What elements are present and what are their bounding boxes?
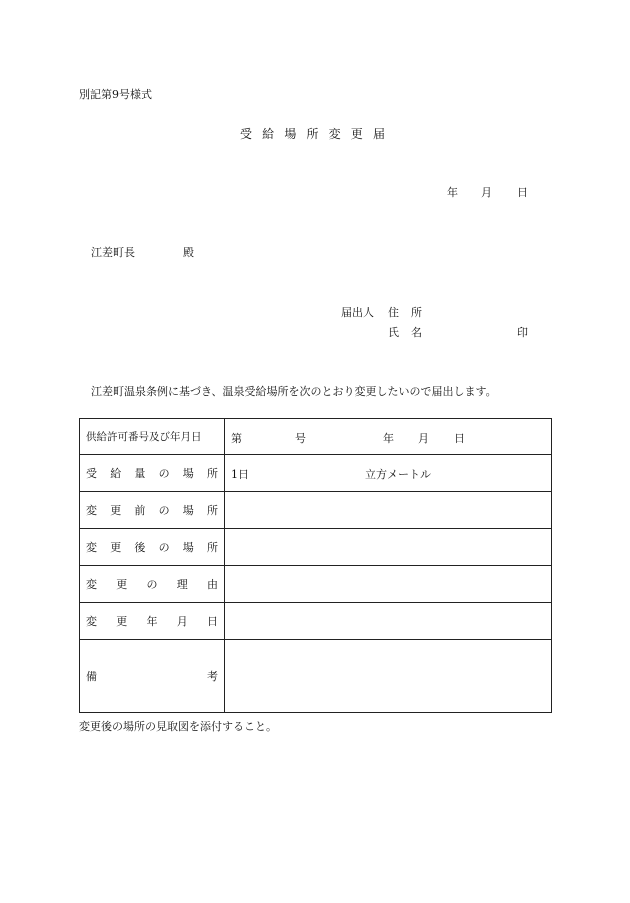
date-month: 月 [481, 186, 492, 199]
table-row [80, 455, 552, 492]
table-row [80, 529, 552, 566]
row-label-char: 日 [207, 615, 218, 628]
per-day-label: 1日 [231, 468, 249, 481]
row-label-supply-place [80, 455, 225, 492]
row-label-char: 場 [182, 467, 194, 480]
table-row [80, 603, 552, 640]
permit-month-label: 月 [418, 431, 429, 445]
row-label-char: 由 [207, 578, 218, 591]
row-label-char: 理 [176, 578, 188, 591]
row-label-char: 変 [86, 578, 97, 591]
place-after-field[interactable] [225, 529, 552, 566]
row-label-char: の [158, 541, 170, 554]
title-char: 届 [372, 127, 385, 141]
address-label-char: 所 [411, 306, 422, 319]
row-label-char: 変 [86, 615, 97, 628]
row-label-char: 給 [110, 467, 122, 480]
permit-number-field[interactable] [225, 419, 552, 455]
table-row [80, 640, 552, 713]
name-label-char: 名 [411, 326, 422, 339]
row-label-char: 月 [176, 615, 188, 628]
footnote: 変更後の場所の見取図を添付すること。 [79, 720, 277, 733]
row-label-reason [80, 566, 225, 603]
permit-year-label: 年 [383, 431, 394, 445]
row-label-char: 更 [110, 504, 122, 517]
row-label-char: 量 [134, 467, 146, 480]
date-day: 日 [517, 186, 528, 199]
row-label-char: 変 [86, 504, 97, 517]
name-label-char: 氏 [388, 326, 399, 339]
applicant-label: 届出人 [341, 306, 374, 319]
row-label-remarks [80, 640, 225, 713]
row-label-char: 更 [116, 578, 128, 591]
table-row [80, 419, 552, 455]
row-label-char: 後 [134, 541, 146, 554]
row-label-char: の [158, 467, 170, 480]
addressee-name: 江差町長 [91, 246, 135, 259]
row-label-char: 変 [86, 541, 97, 554]
row-label-char: 場 [182, 504, 194, 517]
row-label-char: 所 [206, 541, 218, 554]
change-date-field[interactable] [225, 603, 552, 640]
row-label-char: の [146, 578, 158, 591]
form-number: 別記第9号様式 [79, 88, 152, 101]
body-text: 江差町温泉条例に基づき、温泉受給場所を次のとおり変更したいので届出します。 [91, 385, 497, 398]
title-char: 給 [262, 127, 275, 141]
row-label-place-before [80, 492, 225, 529]
title-char: 変 [328, 127, 341, 141]
seal-mark: 印 [517, 326, 528, 339]
row-label-char: 年 [146, 615, 158, 628]
row-label-char: 備 [86, 670, 97, 683]
row-label-char: 考 [207, 670, 218, 683]
table-row [80, 566, 552, 603]
row-label-char: 受 [86, 467, 97, 480]
permit-day-label: 日 [454, 431, 465, 445]
title-char: 所 [306, 127, 319, 141]
unit-label: 立方メートル [365, 468, 431, 481]
row-label-char: 所 [206, 467, 218, 480]
document-title [240, 125, 385, 142]
row-label-char: 前 [134, 504, 146, 517]
row-label-char: 所 [206, 504, 218, 517]
table-row [80, 492, 552, 529]
addressee-honorific: 殿 [183, 246, 194, 259]
title-char: 受 [240, 127, 253, 141]
row-label-permit-number [80, 419, 225, 455]
row-label-char: 更 [116, 615, 128, 628]
address-label-char: 住 [388, 306, 399, 319]
title-char: 場 [284, 127, 297, 141]
title-char: 更 [350, 127, 363, 141]
row-label-char: 更 [110, 541, 122, 554]
row-label-change-date [80, 603, 225, 640]
row-label-char: の [158, 504, 170, 517]
application-table [79, 418, 552, 713]
row-label-place-after [80, 529, 225, 566]
row-label-char: 場 [182, 541, 194, 554]
dai-label: 第 [231, 431, 242, 445]
supply-amount-field[interactable] [225, 455, 552, 492]
date-year: 年 [447, 186, 458, 199]
reason-field[interactable] [225, 566, 552, 603]
remarks-field[interactable] [225, 640, 552, 713]
go-label: 号 [295, 431, 306, 445]
row-label-text: 供給許可番号及び年月日 [86, 431, 202, 443]
place-before-field[interactable] [225, 492, 552, 529]
